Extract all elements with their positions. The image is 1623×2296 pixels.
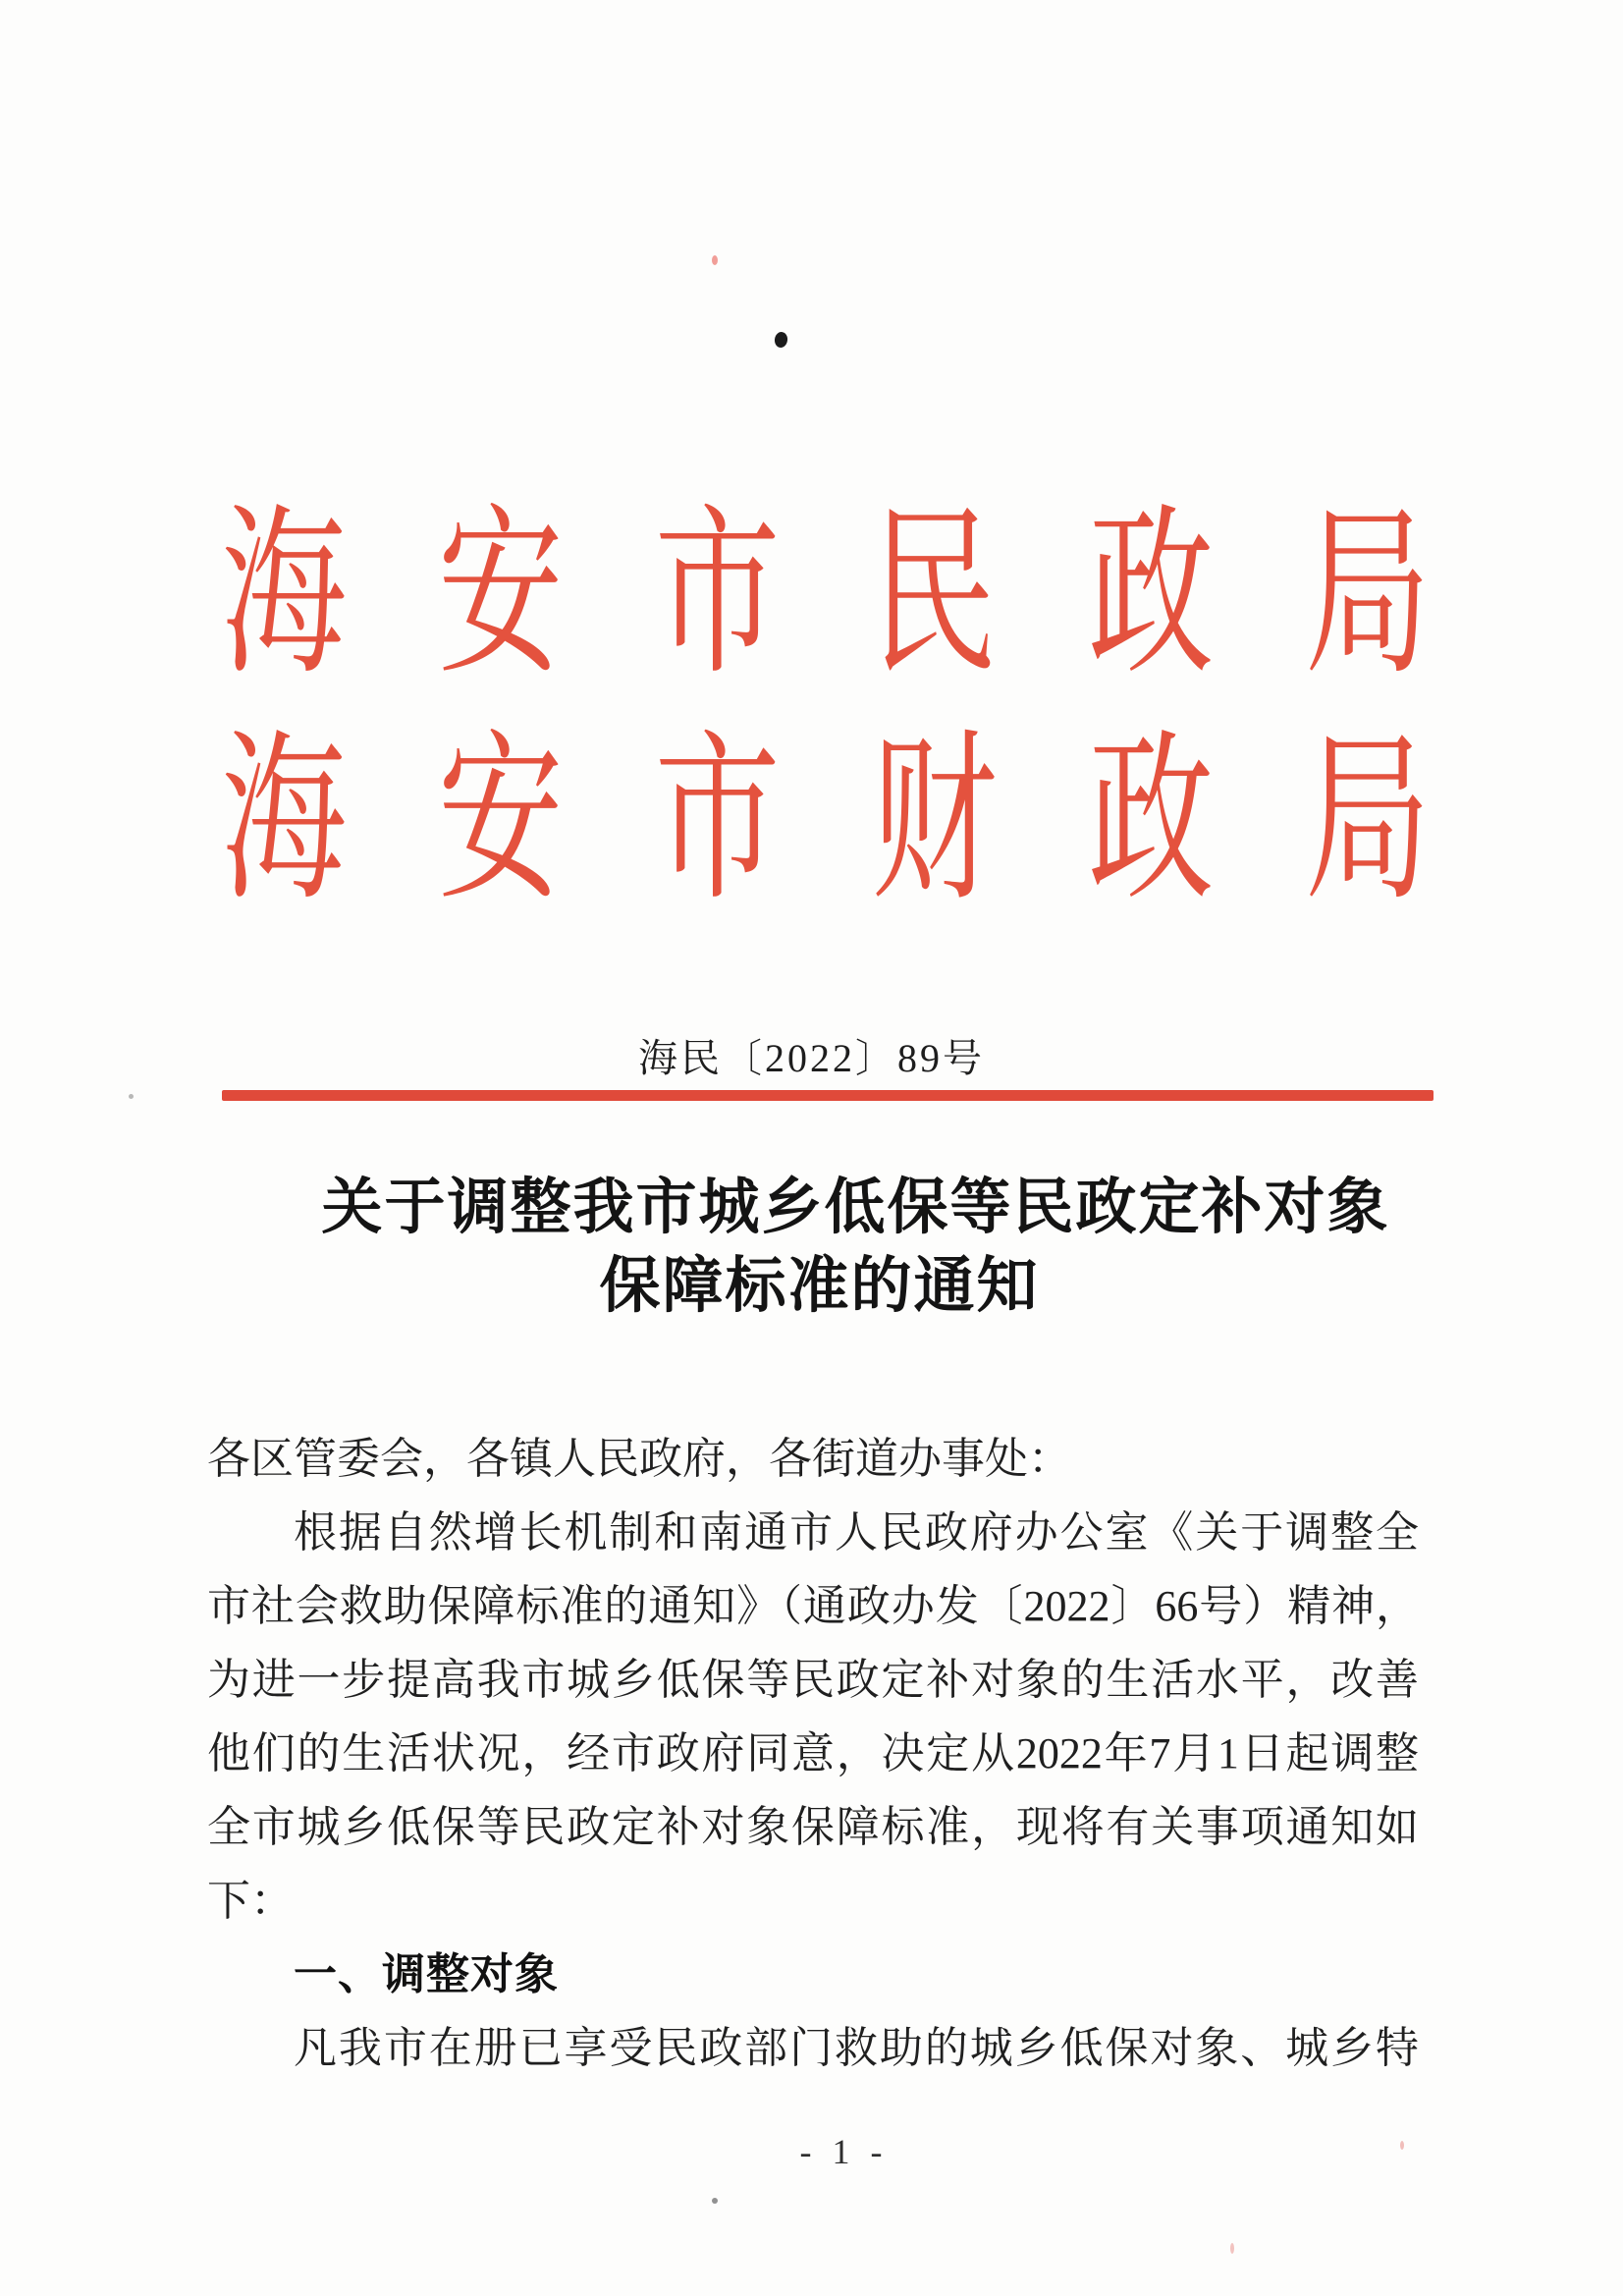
body-line: 凡我市在册已享受民政部门救助的城乡低保对象、城乡特 <box>294 2024 1419 2072</box>
document-number: 海民〔2022〕89号 <box>638 1036 985 1080</box>
letterhead-character: 民 <box>871 494 998 696</box>
document-title <box>0 1169 1623 1326</box>
letterhead-character: 安 <box>437 720 564 922</box>
letterhead-character: 市 <box>654 720 781 922</box>
document-title-line-2: 保障标准的通知 <box>599 1253 1040 1320</box>
letterhead-line-civil-affairs-bureau <box>221 494 1431 696</box>
document-body <box>207 1422 1419 2085</box>
section-heading-adjustment-targets: 一、调整对象 <box>294 1950 559 1998</box>
body-line: 市社会救助保障标准的通知》（通政办发〔2022〕66号）精神， <box>207 1582 1419 1630</box>
letterhead-character: 海 <box>221 720 348 922</box>
scan-speck <box>712 255 718 265</box>
salutation-line: 各区管委会，各镇人民政府，各街道办事处： <box>207 1435 1071 1483</box>
letterhead-character: 政 <box>1088 494 1215 696</box>
scan-speck <box>712 2198 718 2204</box>
document-title-line-1: 关于调整我市城乡低保等民政定补对象 <box>321 1175 1390 1241</box>
scan-speck <box>129 1094 134 1099</box>
body-line: 他们的生活状况，经市政府同意，决定从2022年7月1日起调整 <box>207 1729 1419 1777</box>
body-line: 根据自然增长机制和南通市人民政府办公室《关于调整全 <box>294 1508 1419 1557</box>
body-line: 下： <box>207 1877 294 1925</box>
letterhead-character: 局 <box>1304 494 1431 696</box>
page-number: - 1 - <box>799 2132 889 2171</box>
letterhead-character: 财 <box>871 720 998 922</box>
scan-ink-dot <box>774 331 788 349</box>
letterhead-character: 局 <box>1304 720 1431 922</box>
scan-speck <box>1230 2243 1234 2254</box>
body-line: 为进一步提高我市城乡低保等民政定补对象的生活水平，改善 <box>207 1656 1419 1704</box>
body-line: 全市城乡低保等民政定补对象保障标准，现将有关事项通知如 <box>207 1803 1419 1851</box>
letterhead-character: 海 <box>221 494 348 696</box>
letterhead-character: 政 <box>1088 720 1215 922</box>
letterhead-character: 市 <box>654 494 781 696</box>
letterhead-character: 安 <box>437 494 564 696</box>
red-divider-rule <box>222 1090 1434 1101</box>
letterhead-line-finance-bureau <box>221 720 1431 922</box>
